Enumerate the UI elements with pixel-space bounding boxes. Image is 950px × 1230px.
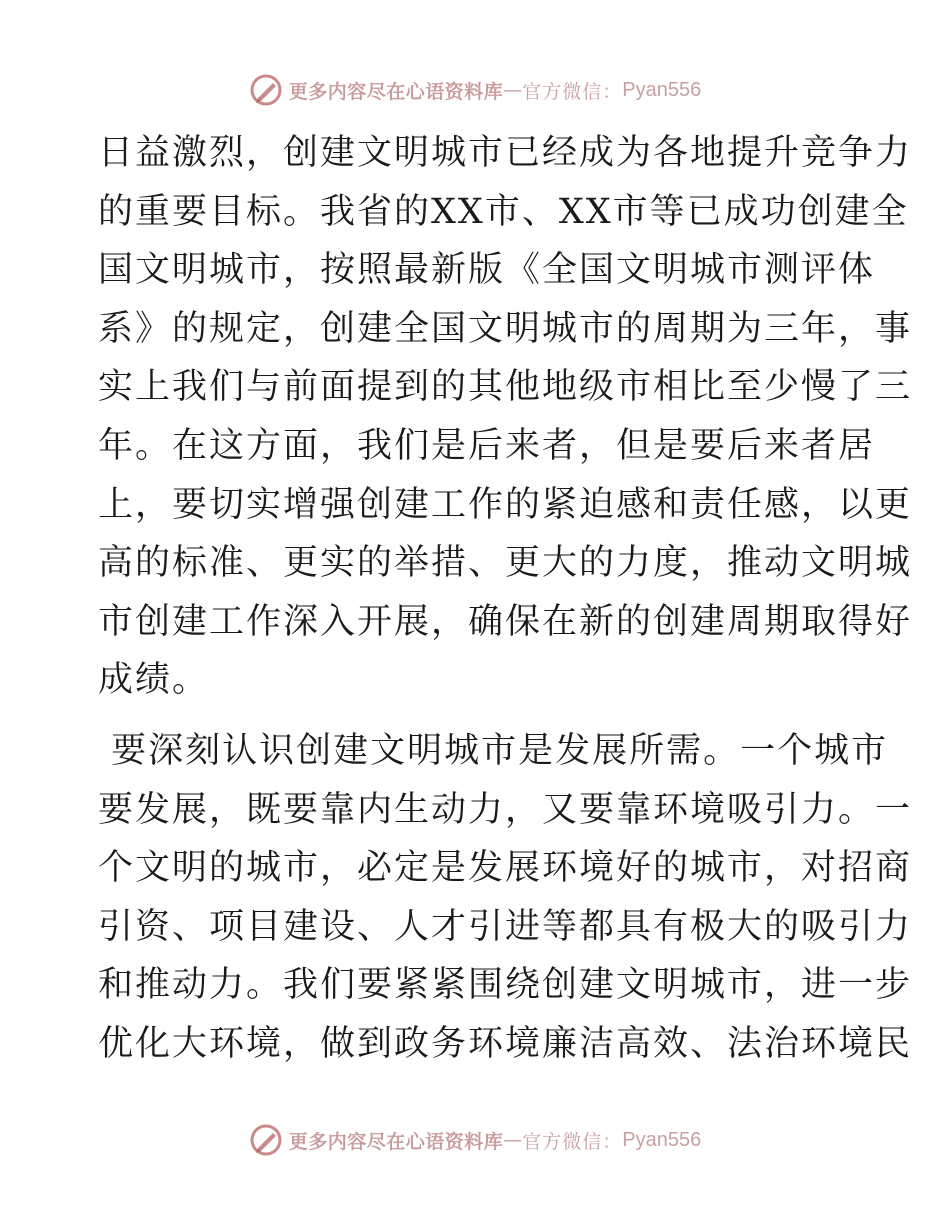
- text-line: 成绩。: [98, 660, 210, 701]
- watermark-wechat-id: Pyan556: [622, 1128, 702, 1151]
- pen-logo-icon: [249, 73, 283, 107]
- text-line: 高的标准、更实的举措、更大的力度，推动文明城: [98, 543, 913, 584]
- watermark-dash: —: [503, 1129, 523, 1151]
- text-line: 优化大环境，做到政务环境廉洁高效、法治环境民: [98, 1023, 913, 1064]
- watermark-wechat-id: Pyan556: [622, 78, 702, 101]
- text-line: 系》的规定，创建全国文明城市的周期为三年，事: [98, 308, 913, 349]
- text-line: 市创建工作深入开展，确保在新的创建周期取得好: [98, 601, 913, 642]
- text-line: 上，要切实增强创建工作的紧迫感和责任感，以更: [98, 484, 913, 525]
- text-line: 个文明的城市，必定是发展环境好的城市，对招商: [98, 848, 913, 889]
- footer-watermark: [0, 1120, 950, 1160]
- text-line: 和推动力。我们要紧紧围绕创建文明城市，进一步: [98, 965, 913, 1006]
- watermark-label: 官方微信：: [522, 80, 623, 103]
- text-line: 日益激烈，创建文明城市已经成为各地提升竞争力: [98, 133, 913, 173]
- text-line: 国文明城市，按照最新版《全国文明城市测评体: [98, 250, 876, 291]
- pen-logo-icon: [249, 1123, 283, 1157]
- watermark-label: 官方微信：: [522, 1130, 623, 1153]
- header-watermark: [0, 70, 950, 110]
- watermark-dash: —: [503, 79, 523, 101]
- text-line: 要深刻认识创建文明城市是发展所需。一个城市: [98, 730, 889, 771]
- paragraph-1: [98, 124, 913, 710]
- watermark-main-text: 更多内容尽在心语资料库: [288, 1130, 504, 1153]
- paragraph-spacer: [98, 710, 858, 722]
- text-line: 的重要目标。我省的XX市、XX市等已成功创建全: [98, 191, 909, 232]
- document-body: [98, 124, 913, 1074]
- text-line: 实上我们与前面提到的其他地级市相比至少慢了三: [98, 367, 913, 408]
- text-line: 引资、项目建设、人才引进等都具有极大的吸引力: [98, 906, 913, 947]
- paragraph-2: [98, 722, 913, 1074]
- text-line: 年。在这方面，我们是后来者，但是要后来者居: [98, 425, 876, 466]
- text-line: 要发展，既要靠内生动力，又要靠环境吸引力。一: [98, 789, 913, 830]
- watermark-main-text: 更多内容尽在心语资料库: [288, 80, 504, 103]
